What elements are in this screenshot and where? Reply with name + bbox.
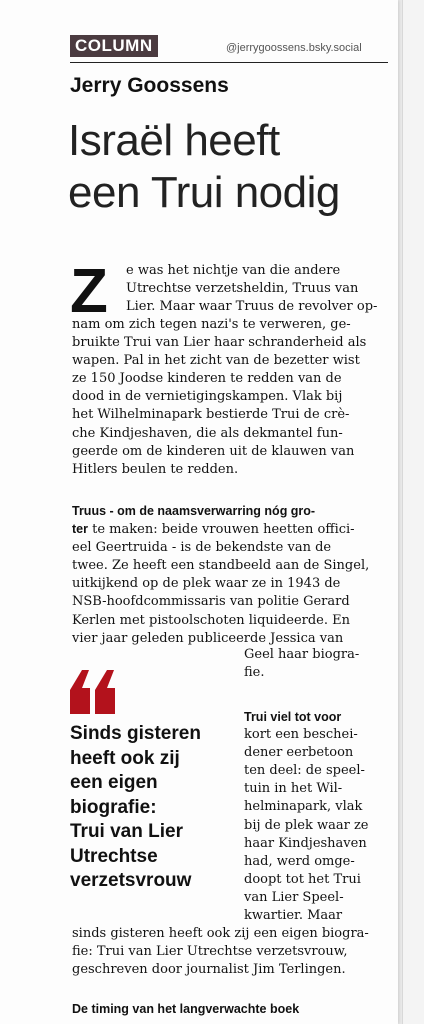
paragraph-4 [72, 1000, 382, 1018]
column-tag: COLUMN [70, 35, 158, 57]
text-line: had, werd omge- [244, 853, 355, 869]
text-line: che Kindjeshaven, die als dekmantel fun- [72, 425, 343, 441]
pull-quote-line: een eigen [70, 772, 158, 793]
text-line: dener eerbetoon [244, 745, 354, 761]
text-line: dood in de vernietigingskampen. Vlak bij [72, 389, 343, 405]
paragraph-3-column [244, 708, 384, 925]
text-line: Lier. Maar waar Truus de revolver op- [126, 299, 378, 315]
header-divider [70, 62, 388, 63]
text-line: kort een beschei- [244, 727, 358, 743]
text-line: geschreven door journalist Jim Terlingen. [72, 962, 346, 978]
text-line: Utrechtse verzetsheldin, Truus van [126, 281, 359, 297]
pull-quote [70, 722, 240, 894]
pull-quote-line: biografie: [70, 796, 157, 818]
quote-mark-icon [68, 668, 118, 714]
text-line: fie: Trui van Lier Utrechtse verzetsvrouw, [72, 944, 348, 960]
headline-line: een Trui nodig [68, 168, 340, 217]
drop-cap: Z [70, 257, 108, 326]
text-line: bij de plek waar ze [244, 817, 369, 833]
text-line: bruikte Trui van Lier haar schranderheid als [72, 335, 367, 351]
text-line: fie. [244, 665, 265, 681]
pull-quote-line: Sinds gisteren [70, 723, 201, 744]
pull-quote-line: heeft ook zij [70, 747, 180, 769]
author-handle: @jerrygoossens.bsky.social [226, 42, 362, 54]
text-line [72, 520, 382, 539]
text-line: doopt tot het Trui [244, 871, 361, 887]
text-line: vier jaar geleden publiceerde Jessica van [72, 630, 344, 646]
paragraph-3-full [72, 925, 382, 979]
text-line: Hitlers beulen te redden. [72, 461, 239, 477]
text-span: te maken: beide vrouwen heetten offici- [87, 522, 355, 538]
adjacent-page-edge [402, 0, 424, 1024]
text-line: helminapark, vlak [244, 799, 363, 815]
paragraph-2 [72, 502, 382, 648]
text-line: ze 150 Joodse kinderen te redden van de [72, 371, 342, 387]
bold-lead-in: Truus - om de naamsverwarring nóg gro- [72, 504, 316, 518]
bold-lead-in: Trui viel tot voor [244, 710, 342, 724]
text-line: Kerlen met pistoolschoten liquideerde. En [72, 612, 350, 628]
text-line: NSB-hoofdcommissaris van politie Gerard [72, 594, 350, 610]
pull-quote-line: Utrechtse [70, 845, 158, 867]
text-line: wapen. Pal in het zicht van de bezetter wist [72, 353, 360, 369]
paragraph-2-tail [244, 646, 384, 682]
text-line: het Wilhelminapark bestierde Trui de crè- [72, 407, 350, 423]
text-line: eel Geertruida - is de bekendste van de [72, 540, 332, 556]
text-line: geerde om de kinderen uit de klauwen van [72, 443, 355, 459]
text-line: haar Kindjeshaven [244, 835, 367, 851]
headline-line: Israël heeft [68, 116, 280, 165]
headline [68, 115, 388, 219]
text-line: kwartier. Maar [244, 908, 343, 924]
text-line: e was het nichtje van die andere [126, 263, 341, 278]
bold-lead-in: De timing van het langverwachte boek [72, 1002, 300, 1016]
text-line: tuin in het Wil- [244, 781, 343, 797]
text-line: sinds gisteren heeft ook zij een eigen biogra- [72, 926, 369, 941]
text-line: nam om zich tegen nazi's te verweren, ge- [72, 317, 351, 332]
pull-quote-line: verzetsvrouw [70, 870, 192, 891]
author-name: Jerry Goossens [70, 74, 229, 97]
pull-quote-line: Trui van Lier [70, 821, 183, 842]
lead-paragraph-rest [72, 316, 384, 479]
lead-paragraph-top [126, 262, 384, 316]
text-line: Geel haar biogra- [244, 647, 360, 662]
text-line: van Lier Speel- [244, 889, 344, 905]
text-line: ten deel: de speel- [244, 763, 365, 779]
bold-lead-in: ter [72, 522, 88, 537]
text-line: uitkijkend op de plek waar ze in 1943 de [72, 576, 341, 592]
text-line: twee. Ze heeft een standbeeld aan de Singel, [72, 558, 370, 574]
